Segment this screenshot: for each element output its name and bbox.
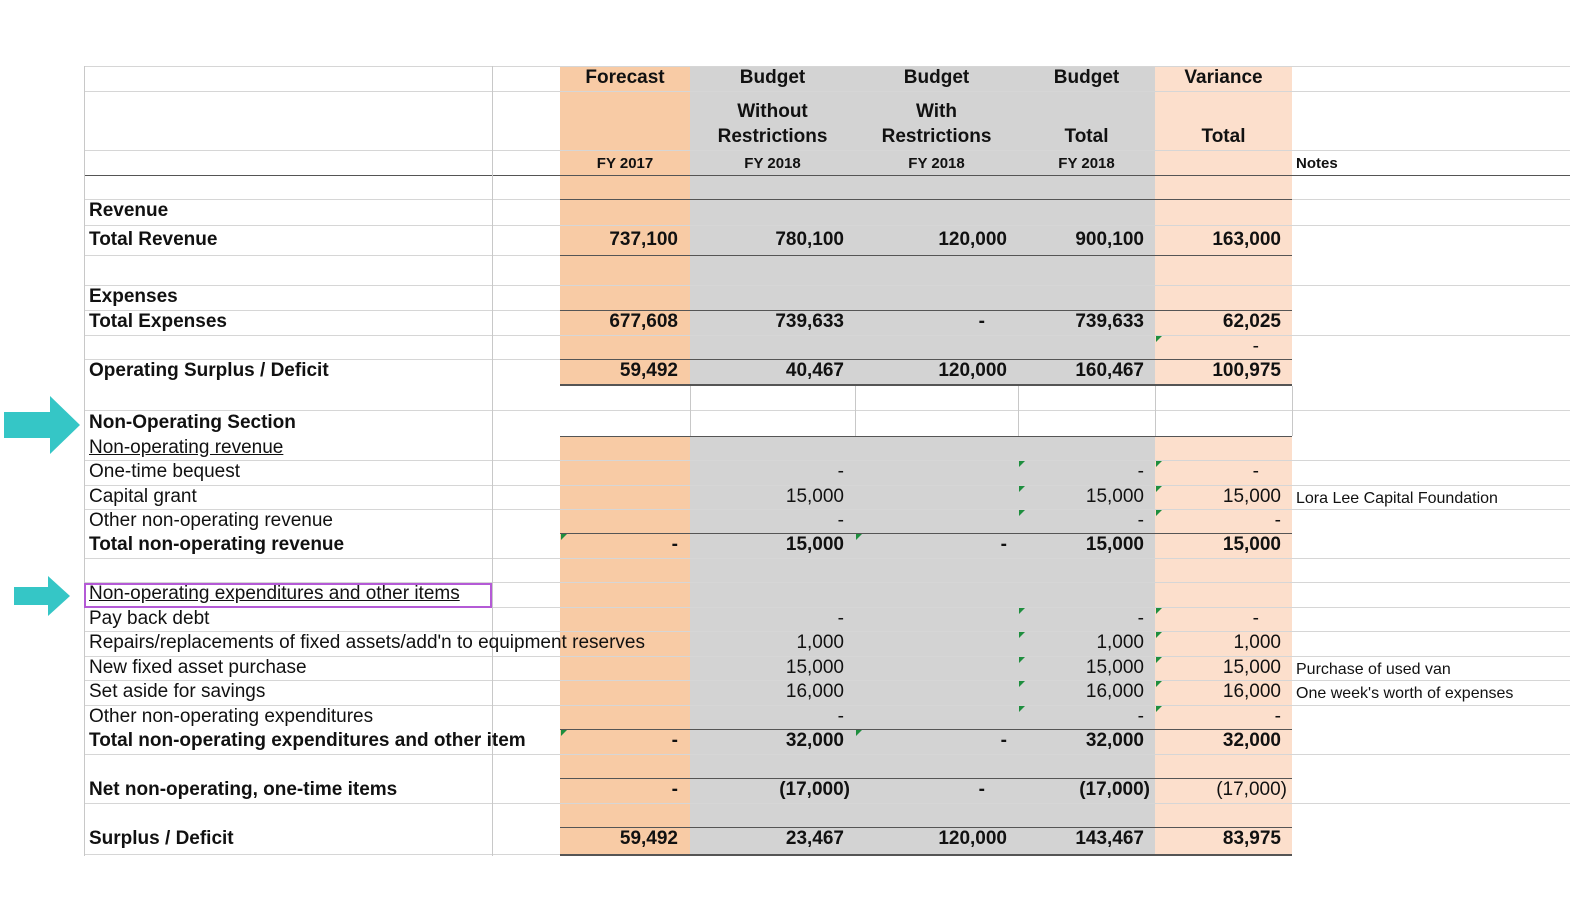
variance-header: Variance [1184, 67, 1263, 88]
other-non-operating-expenditures-without[interactable]: - [837, 706, 844, 727]
cell-comment-marker [1156, 336, 1162, 342]
budget-with-line2: With [916, 101, 957, 122]
budget-total-line3: Total [1064, 126, 1109, 147]
new-fixed-asset-without[interactable]: 15,000 [785, 657, 844, 678]
set-aside-savings-without[interactable]: 16,000 [785, 681, 844, 702]
pay-back-debt-without[interactable]: - [837, 608, 844, 629]
surplus-deficit-total[interactable]: 143,467 [1075, 828, 1144, 849]
non-operating-revenue-label: Non-operating revenue [89, 437, 284, 458]
operating-surplus-label: Operating Surplus / Deficit [89, 360, 329, 381]
new-fixed-asset-note[interactable]: Purchase of used van [1296, 661, 1451, 678]
pay-back-debt-label: Pay back debt [89, 608, 210, 629]
surplus-deficit-forecast[interactable]: 59,492 [619, 828, 678, 849]
cell-comment-marker [1156, 486, 1162, 492]
operating-surplus-variance[interactable]: 100,975 [1212, 360, 1281, 381]
cell-comment-marker [1156, 681, 1162, 687]
repairs-label: Repairs/replacements of fixed assets/add'n to equipment reserves [89, 632, 645, 653]
net-non-operating-without[interactable]: (17,000) [779, 779, 850, 800]
one-time-bequest-total[interactable]: - [1137, 461, 1144, 482]
budget-with-line3: Restrictions [881, 126, 992, 147]
cell-comment-marker [1156, 461, 1162, 467]
arrow-right-icon [14, 576, 70, 616]
one-time-bequest-label: One-time bequest [89, 461, 241, 482]
pay-back-debt-total[interactable]: - [1137, 608, 1144, 629]
notes-header: Notes [1296, 155, 1338, 172]
total-revenue-label: Total Revenue [89, 229, 218, 250]
new-fixed-asset-variance[interactable]: 15,000 [1222, 657, 1281, 678]
surplus-deficit-without[interactable]: 23,467 [785, 828, 844, 849]
net-non-operating-forecast[interactable]: - [671, 779, 678, 800]
new-fixed-asset-total[interactable]: 15,000 [1085, 657, 1144, 678]
set-aside-savings-note[interactable]: One week's worth of expenses [1296, 685, 1514, 702]
expenses-header: Expenses [89, 286, 178, 307]
operating-surplus-total[interactable]: 160,467 [1075, 360, 1144, 381]
total-non-operating-expenditures-label: Total non-operating expenditures and other item [89, 730, 526, 751]
repairs-without[interactable]: 1,000 [796, 632, 844, 653]
cell-comment-marker [1019, 706, 1025, 712]
cell-comment-marker [1019, 657, 1025, 663]
total-non-operating-revenue-label: Total non-operating revenue [89, 534, 345, 555]
total-expenses-label: Total Expenses [89, 311, 227, 332]
cell-comment-marker [1019, 681, 1025, 687]
cell-comment-marker [1156, 608, 1162, 614]
cell-comment-marker [856, 730, 862, 736]
surplus-deficit-label: Surplus / Deficit [89, 828, 234, 849]
cell-comment-marker [561, 730, 567, 736]
other-non-operating-expenditures-label: Other non-operating expenditures [89, 706, 374, 727]
other-non-operating-revenue-label: Other non-operating revenue [89, 510, 333, 531]
total-non-operating-expenditures-forecast[interactable]: - [671, 730, 678, 751]
budget-total-year: FY 2018 [1058, 155, 1115, 172]
budget-without-year: FY 2018 [744, 155, 801, 172]
total-non-operating-revenue-variance[interactable]: 15,000 [1222, 534, 1281, 555]
total-expenses-without[interactable]: 739,633 [775, 311, 844, 332]
cell-comment-marker [561, 534, 567, 540]
total-non-operating-revenue-with[interactable]: - [1000, 534, 1007, 555]
cell-comment-marker [1019, 608, 1025, 614]
surplus-deficit-variance[interactable]: 83,975 [1222, 828, 1281, 849]
total-non-operating-expenditures-variance[interactable]: 32,000 [1222, 730, 1281, 751]
forecast-column-bg [560, 66, 690, 856]
net-non-operating-with[interactable]: - [978, 779, 985, 800]
forecast-year: FY 2017 [596, 155, 654, 172]
operating-surplus-without[interactable]: 40,467 [785, 360, 844, 381]
cell-comment-marker [1019, 510, 1025, 516]
one-time-bequest-variance[interactable]: - [1252, 461, 1259, 482]
total-non-operating-expenditures-with[interactable]: - [1000, 730, 1007, 751]
total-non-operating-revenue-without[interactable]: 15,000 [785, 534, 844, 555]
net-non-operating-variance[interactable]: (17,000) [1216, 779, 1287, 800]
total-non-operating-expenditures-without[interactable]: 32,000 [785, 730, 844, 751]
total-non-operating-revenue-total[interactable]: 15,000 [1085, 534, 1144, 555]
non-operating-section-label: Non-Operating Section [89, 412, 296, 433]
operating-surplus-forecast[interactable]: 59,492 [619, 360, 678, 381]
pay-back-debt-variance[interactable]: - [1252, 608, 1259, 629]
capital-grant-without[interactable]: 15,000 [785, 486, 844, 507]
other-non-operating-revenue-variance[interactable]: - [1274, 510, 1281, 531]
budget-without-header: Budget [739, 67, 806, 88]
other-non-operating-revenue-total[interactable]: - [1137, 510, 1144, 531]
total-revenue-without[interactable]: 780,100 [775, 229, 844, 250]
arrow-right-icon [4, 396, 80, 454]
budget-with-year: FY 2018 [908, 155, 965, 172]
forecast-header: Forecast [585, 67, 665, 88]
net-non-operating-label: Net non-operating, one-time items [89, 779, 398, 800]
cell-comment-marker [1019, 461, 1025, 467]
budget-total-header: Budget [1053, 67, 1120, 88]
set-aside-savings-total[interactable]: 16,000 [1085, 681, 1144, 702]
total-revenue-with[interactable]: 120,000 [938, 229, 1007, 250]
non-operating-section-row-bg [560, 386, 1292, 436]
capital-grant-note[interactable]: Lora Lee Capital Foundation [1296, 490, 1498, 507]
variance-line3: Total [1201, 126, 1246, 147]
total-revenue-total[interactable]: 900,100 [1075, 229, 1144, 250]
capital-grant-total[interactable]: 15,000 [1085, 486, 1144, 507]
total-expenses-variance[interactable]: 62,025 [1222, 311, 1281, 332]
cell-comment-marker [1156, 706, 1162, 712]
capital-grant-label: Capital grant [89, 486, 197, 507]
operating-surplus-with[interactable]: 120,000 [938, 360, 1007, 381]
total-expenses-with[interactable]: - [978, 311, 985, 332]
set-aside-savings-label: Set aside for savings [89, 681, 266, 702]
cell-comment-marker [1019, 632, 1025, 638]
cell-comment-marker [1156, 510, 1162, 516]
budget-without-line2: Without [737, 101, 808, 122]
cell-comment-marker [1156, 657, 1162, 663]
blank-variance-value[interactable]: - [1252, 336, 1259, 357]
revenue-header: Revenue [89, 200, 169, 221]
other-non-operating-revenue-without[interactable]: - [837, 510, 844, 531]
set-aside-savings-variance[interactable]: 16,000 [1222, 681, 1281, 702]
repairs-total[interactable]: 1,000 [1096, 632, 1144, 653]
total-non-operating-revenue-forecast[interactable]: - [671, 534, 678, 555]
budget-with-header: Budget [903, 67, 970, 88]
other-non-operating-expenditures-total[interactable]: - [1137, 706, 1144, 727]
surplus-deficit-with[interactable]: 120,000 [938, 828, 1007, 849]
one-time-bequest-without[interactable]: - [837, 461, 844, 482]
other-non-operating-expenditures-variance[interactable]: - [1274, 706, 1281, 727]
net-non-operating-total[interactable]: (17,000) [1079, 779, 1150, 800]
new-fixed-asset-label: New fixed asset purchase [89, 657, 307, 678]
total-expenses-forecast[interactable]: 677,608 [609, 311, 678, 332]
total-expenses-total[interactable]: 739,633 [1075, 311, 1144, 332]
total-non-operating-expenditures-total[interactable]: 32,000 [1085, 730, 1144, 751]
cell-comment-marker [1156, 632, 1162, 638]
capital-grant-variance[interactable]: 15,000 [1222, 486, 1281, 507]
cell-comment-marker [1019, 486, 1025, 492]
total-revenue-variance[interactable]: 163,000 [1212, 229, 1281, 250]
budget-without-line3: Restrictions [717, 126, 828, 147]
non-operating-expenditures-label[interactable]: Non-operating expenditures and other items [89, 583, 460, 604]
repairs-variance[interactable]: 1,000 [1233, 632, 1281, 653]
total-revenue-forecast[interactable]: 737,100 [609, 229, 678, 250]
cell-comment-marker [856, 534, 862, 540]
